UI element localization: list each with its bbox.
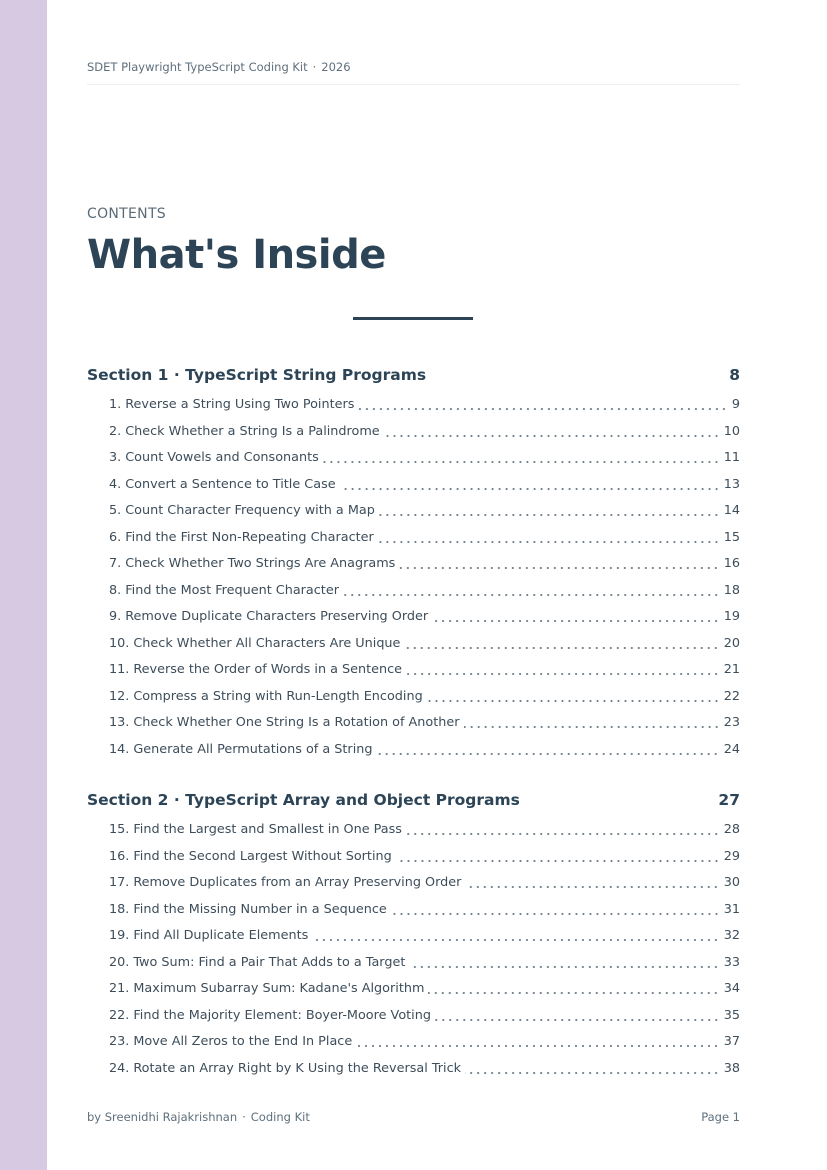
entry-number: 4. bbox=[109, 476, 122, 492]
entry-page-number: 38 bbox=[723, 1060, 740, 1076]
entry-page-number: 24 bbox=[723, 741, 740, 757]
toc-entry[interactable] bbox=[109, 870, 740, 897]
entry-title: Rotate an Array Right by K Using the Reversal Trick bbox=[133, 1060, 462, 1076]
entry-title: Count Vowels and Consonants bbox=[125, 450, 319, 465]
entry-page-number: 30 bbox=[723, 875, 740, 890]
entry-title: Compress a String with Run-Length Encoding bbox=[133, 688, 423, 704]
toc-entry[interactable] bbox=[109, 923, 740, 950]
page-title: What's Inside bbox=[87, 232, 386, 278]
entry-page-number: 35 bbox=[723, 1007, 740, 1023]
title-divider bbox=[353, 317, 473, 320]
page-footer bbox=[87, 1110, 740, 1124]
contents-kicker: CONTENTS bbox=[87, 206, 166, 222]
entry-title: Check Whether One String Is a Rotation of Another bbox=[133, 715, 460, 730]
entry-title: Find the Majority Element: Boyer-Moore Voting bbox=[133, 1007, 431, 1023]
entry-number: 17. bbox=[109, 875, 130, 890]
dot-leader bbox=[464, 725, 720, 729]
entry-page-number: 16 bbox=[723, 556, 740, 571]
toc-entry[interactable] bbox=[109, 551, 740, 578]
toc-section bbox=[87, 362, 740, 763]
entry-number: 14. bbox=[109, 741, 130, 757]
page-header bbox=[87, 60, 740, 85]
entry-page-number: 9 bbox=[731, 397, 740, 412]
header-kit-title: SDET Playwright TypeScript Coding Kit bbox=[87, 60, 308, 74]
entry-title: Remove Duplicates from an Array Preserving Order bbox=[133, 875, 462, 890]
entry-title: Count Character Frequency with a Map bbox=[125, 503, 375, 518]
toc-entry[interactable] bbox=[109, 1056, 740, 1083]
toc-entry[interactable] bbox=[109, 1003, 740, 1030]
dot-leader bbox=[376, 752, 719, 756]
dot-leader bbox=[428, 991, 719, 995]
entry-page-number: 28 bbox=[723, 822, 740, 837]
dot-leader bbox=[391, 912, 720, 916]
dot-leader bbox=[356, 1044, 719, 1048]
entry-page-number: 31 bbox=[723, 901, 740, 917]
dot-leader bbox=[378, 540, 720, 544]
entry-page-number: 13 bbox=[723, 476, 740, 492]
entry-number: 8. bbox=[109, 582, 122, 598]
dot-leader bbox=[435, 1018, 720, 1022]
entry-number: 21. bbox=[109, 981, 130, 996]
entry-number: 22. bbox=[109, 1007, 130, 1023]
dot-leader bbox=[432, 619, 720, 623]
toc-entry[interactable] bbox=[109, 604, 740, 631]
toc-entry[interactable] bbox=[109, 419, 740, 446]
footer-author: by Sreenidhi Rajakrishnan bbox=[87, 1110, 238, 1124]
entry-title: Generate All Permutations of a String bbox=[133, 741, 373, 757]
dot-leader bbox=[406, 832, 720, 836]
entry-page-number: 37 bbox=[723, 1034, 740, 1049]
entry-title: Reverse the Order of Words in a Sentence bbox=[133, 662, 403, 677]
entry-title: Check Whether All Characters Are Unique bbox=[133, 635, 401, 651]
toc-entry[interactable] bbox=[109, 1029, 740, 1056]
toc-entry[interactable] bbox=[109, 657, 740, 684]
dot-leader bbox=[323, 460, 720, 464]
entry-number: 6. bbox=[109, 529, 122, 545]
toc-entry[interactable] bbox=[109, 631, 740, 658]
entry-number: 24. bbox=[109, 1060, 130, 1076]
section-page-number: 27 bbox=[718, 791, 740, 809]
dot-leader bbox=[406, 672, 720, 676]
entry-page-number: 10 bbox=[723, 423, 740, 439]
entry-title: Move All Zeros to the End In Place bbox=[133, 1034, 353, 1049]
entry-title: Convert a Sentence to Title Case bbox=[125, 476, 336, 492]
footer-separator: · bbox=[242, 1110, 246, 1124]
entry-number: 7. bbox=[109, 556, 122, 571]
toc-entry[interactable] bbox=[109, 976, 740, 1003]
section-page-number: 8 bbox=[729, 366, 740, 384]
entry-number: 1. bbox=[109, 397, 122, 412]
entry-number: 20. bbox=[109, 954, 130, 970]
entry-title: Find the Largest and Smallest in One Pass bbox=[133, 822, 402, 837]
dot-leader bbox=[396, 859, 720, 863]
entry-page-number: 11 bbox=[723, 450, 740, 465]
entry-number: 9. bbox=[109, 609, 122, 624]
entry-number: 2. bbox=[109, 423, 122, 439]
entry-title: Two Sum: Find a Pair That Adds to a Target bbox=[133, 954, 406, 970]
toc-entry[interactable] bbox=[109, 472, 740, 499]
entry-page-number: 23 bbox=[723, 715, 740, 730]
entry-page-number: 32 bbox=[723, 928, 740, 943]
entry-page-number: 34 bbox=[723, 981, 740, 996]
dot-leader bbox=[427, 699, 720, 703]
entry-title: Find the Missing Number in a Sequence bbox=[133, 901, 387, 917]
dot-leader bbox=[312, 938, 719, 942]
side-accent-band bbox=[0, 0, 47, 1170]
entry-title: Find All Duplicate Elements bbox=[133, 928, 309, 943]
toc-entry[interactable] bbox=[109, 684, 740, 711]
entry-title: Check Whether a String Is a Palindrome bbox=[125, 423, 380, 439]
dot-leader bbox=[340, 487, 720, 491]
entry-number: 19. bbox=[109, 928, 130, 943]
section-title: Section 1 · TypeScript String Programs bbox=[87, 366, 427, 384]
toc-entry[interactable] bbox=[109, 445, 740, 472]
toc-page bbox=[87, 0, 740, 1170]
entry-number: 12. bbox=[109, 688, 130, 704]
entry-page-number: 14 bbox=[723, 503, 740, 518]
dot-leader bbox=[343, 593, 720, 597]
entry-page-number: 20 bbox=[723, 635, 740, 651]
table-of-contents bbox=[87, 362, 740, 1106]
toc-entry[interactable] bbox=[109, 817, 740, 844]
toc-entry[interactable] bbox=[109, 710, 740, 737]
entry-title: Find the Most Frequent Character bbox=[125, 582, 339, 598]
footer-kit: Coding Kit bbox=[250, 1110, 310, 1124]
entry-number: 18. bbox=[109, 901, 130, 917]
entry-page-number: 19 bbox=[723, 609, 740, 624]
dot-leader bbox=[465, 1071, 720, 1075]
dot-leader bbox=[404, 646, 719, 650]
entry-page-number: 29 bbox=[723, 848, 740, 864]
dot-leader bbox=[399, 566, 719, 570]
entry-page-number: 33 bbox=[723, 954, 740, 970]
entry-page-number: 22 bbox=[723, 688, 740, 704]
entry-number: 5. bbox=[109, 503, 122, 518]
entry-number: 13. bbox=[109, 715, 130, 730]
entry-title: Check Whether Two Strings Are Anagrams bbox=[125, 556, 396, 571]
toc-entry[interactable] bbox=[109, 498, 740, 525]
toc-entry[interactable] bbox=[109, 950, 740, 977]
entry-number: 11. bbox=[109, 662, 130, 677]
toc-entry[interactable] bbox=[109, 844, 740, 871]
toc-entry[interactable] bbox=[109, 737, 740, 764]
section-heading[interactable] bbox=[87, 362, 740, 388]
toc-entry[interactable] bbox=[109, 897, 740, 924]
entry-title: Remove Duplicate Characters Preserving Order bbox=[125, 609, 429, 624]
section-heading[interactable] bbox=[87, 787, 740, 813]
dot-leader bbox=[358, 407, 727, 411]
entry-title: Find the Second Largest Without Sorting bbox=[133, 848, 392, 864]
entry-title: Find the First Non-Repeating Character bbox=[125, 529, 374, 545]
entry-page-number: 18 bbox=[723, 582, 740, 598]
section-title: Section 2 · TypeScript Array and Object Programs bbox=[87, 791, 520, 809]
entry-title: Reverse a String Using Two Pointers bbox=[125, 397, 355, 412]
toc-section bbox=[87, 787, 740, 1082]
entry-page-number: 21 bbox=[723, 662, 740, 677]
footer-page-number: Page 1 bbox=[701, 1110, 740, 1124]
dot-leader bbox=[379, 513, 720, 517]
entry-number: 15. bbox=[109, 822, 130, 837]
toc-entry[interactable] bbox=[109, 578, 740, 605]
dot-leader bbox=[409, 965, 719, 969]
entry-number: 23. bbox=[109, 1034, 130, 1049]
entry-number: 16. bbox=[109, 848, 130, 864]
header-year: 2026 bbox=[321, 60, 351, 74]
dot-leader bbox=[465, 885, 719, 889]
toc-entry[interactable] bbox=[109, 392, 740, 419]
dot-leader bbox=[384, 434, 720, 438]
toc-entry[interactable] bbox=[109, 525, 740, 552]
entry-number: 3. bbox=[109, 450, 122, 465]
entry-page-number: 15 bbox=[723, 529, 740, 545]
header-separator: · bbox=[312, 60, 317, 74]
entry-title: Maximum Subarray Sum: Kadane's Algorithm bbox=[133, 981, 425, 996]
entry-number: 10. bbox=[109, 635, 130, 651]
